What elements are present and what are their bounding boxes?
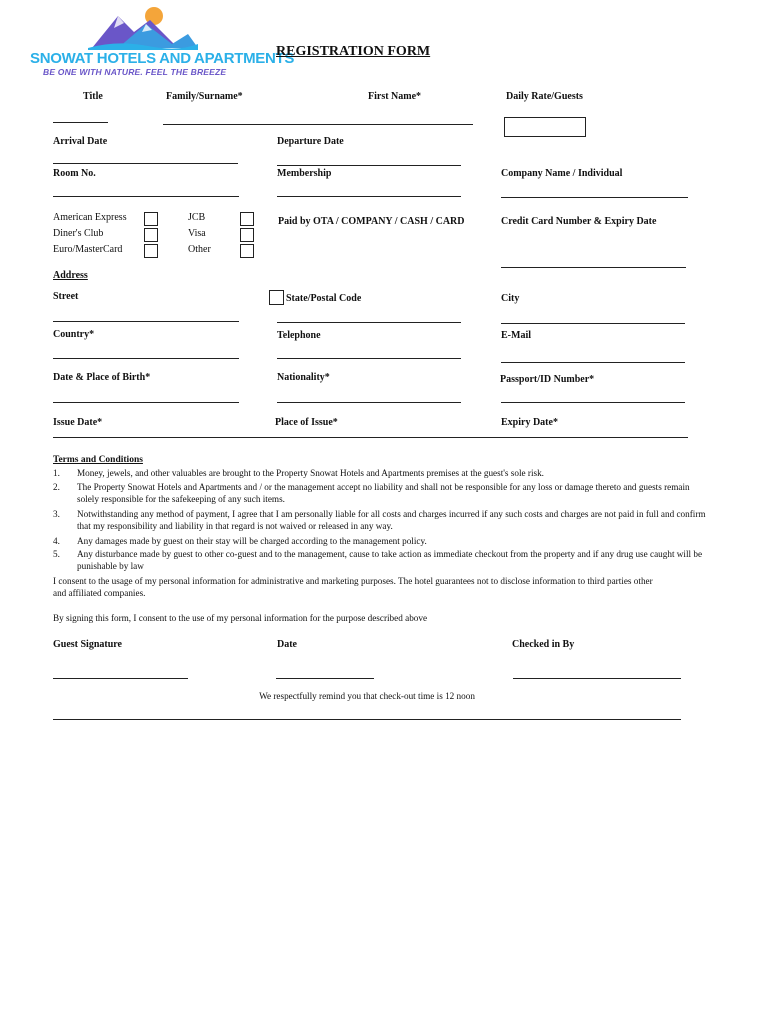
- daily-rate-box[interactable]: [504, 117, 586, 137]
- card-diners-label: Diner's Club: [53, 228, 104, 239]
- passport-label: Passport/ID Number*: [500, 374, 595, 385]
- telephone-field[interactable]: [277, 358, 461, 359]
- nationality-label: Nationality*: [277, 372, 330, 383]
- footer-rule: [53, 719, 681, 720]
- city-label: City: [501, 293, 520, 304]
- country-field[interactable]: [53, 358, 239, 359]
- daily-rate-label: Daily Rate/Guests: [506, 91, 583, 102]
- state-postal-checkbox[interactable]: [269, 290, 284, 305]
- expiry-date-label: Expiry Date*: [501, 417, 558, 428]
- card-diners-checkbox[interactable]: [144, 228, 158, 242]
- terms-item-text: Any damages made by guest on their stay will be charged according to the management policy.: [77, 536, 427, 546]
- name-field[interactable]: [163, 124, 473, 125]
- nationality-field[interactable]: [277, 402, 461, 403]
- room-no-field[interactable]: [53, 196, 239, 197]
- card-other-checkbox[interactable]: [240, 244, 254, 258]
- mountain-logo-icon: [88, 4, 198, 50]
- card-mastercard-checkbox[interactable]: [144, 244, 158, 258]
- card-jcb-checkbox[interactable]: [240, 212, 254, 226]
- terms-item-number: 3.: [53, 509, 60, 519]
- departure-date-field[interactable]: [277, 165, 461, 166]
- address-heading: Address: [53, 270, 88, 281]
- terms-item-text: Money, jewels, and other valuables are brought to the Property Snowat Hotels and Apartments premises at the guest's sole risk.: [77, 468, 544, 478]
- terms-item-number: 4.: [53, 536, 60, 546]
- membership-field[interactable]: [277, 196, 461, 197]
- arrival-date-label: Arrival Date: [53, 136, 108, 147]
- country-label: Country*: [53, 329, 95, 340]
- card-amex-label: American Express: [53, 212, 127, 223]
- email-field[interactable]: [501, 362, 685, 363]
- checkout-note: We respectfully remind you that check-out time is 12 noon: [259, 691, 475, 701]
- card-other-label: Other: [188, 244, 211, 255]
- checked-in-by-field[interactable]: [513, 678, 681, 679]
- state-postal-field[interactable]: [277, 322, 461, 323]
- card-jcb-label: JCB: [188, 212, 206, 223]
- terms-item-text: Any disturbance made by guest to other co-guest and to the management, cause to take action as immediate checkout from the property and if any drug use caught will be punishable by law: [77, 549, 703, 571]
- paid-by-label: Paid by OTA / COMPANY / CASH / CARD: [278, 216, 465, 227]
- card-visa-label: Visa: [188, 228, 206, 239]
- issue-date-label: Issue Date*: [53, 417, 103, 428]
- company-name-field[interactable]: [501, 197, 688, 198]
- family-surname-label: Family/Surname*: [166, 91, 243, 102]
- terms-item-number: 5.: [53, 549, 60, 559]
- signature-date-field[interactable]: [276, 678, 374, 679]
- issue-expiry-field[interactable]: [53, 437, 688, 438]
- first-name-label: First Name*: [368, 91, 422, 102]
- terms-heading: Terms and Conditions: [53, 455, 143, 465]
- street-label: Street: [53, 291, 79, 302]
- terms-item-text: Notwithstanding any method of payment, I agree that I am personally liable for all costs and charges incurred if any such costs and charges are not paid in full and confirm that my responsibility and liability in that regard is not waived or released in any way.: [77, 509, 706, 531]
- email-label: E-Mail: [501, 330, 531, 341]
- departure-date-label: Departure Date: [277, 136, 344, 147]
- form-title: REGISTRATION FORM: [276, 44, 431, 59]
- place-of-issue-label: Place of Issue*: [275, 417, 338, 428]
- credit-card-label: Credit Card Number & Expiry Date: [501, 216, 657, 227]
- date-place-birth-label: Date & Place of Birth*: [53, 372, 151, 383]
- consent-text-1: I consent to the usage of my personal information for administrative and marketing purposes. The hotel guarantees not to disclose information to third parties other and affiliated companies.: [53, 576, 653, 598]
- title-field[interactable]: [53, 122, 108, 123]
- hotel-name: SNOWAT HOTELS AND APARTMENTS: [30, 50, 295, 67]
- card-amex-checkbox[interactable]: [144, 212, 158, 226]
- terms-item-number: 2.: [53, 482, 60, 492]
- city-field[interactable]: [501, 323, 685, 324]
- terms-item-text: The Property Snowat Hotels and Apartments and / or the management accept no liability and shall not be responsible for any loss or damage thereto and guests remain solely responsible for the safekeeping of any such items.: [77, 482, 690, 504]
- card-mastercard-label: Euro/MasterCard: [53, 244, 123, 255]
- room-no-label: Room No.: [53, 168, 96, 179]
- signature-date-label: Date: [277, 639, 297, 650]
- telephone-label: Telephone: [277, 330, 321, 341]
- passport-field[interactable]: [501, 402, 685, 403]
- checked-in-by-label: Checked in By: [512, 639, 575, 650]
- company-name-label: Company Name / Individual: [501, 168, 623, 179]
- guest-signature-label: Guest Signature: [53, 639, 122, 650]
- consent-text-2: By signing this form, I consent to the use of my personal information for the purpose described above: [53, 613, 428, 623]
- arrival-date-field[interactable]: [53, 163, 238, 164]
- state-postal-label: State/Postal Code: [286, 293, 362, 304]
- card-visa-checkbox[interactable]: [240, 228, 254, 242]
- hotel-tagline: BE ONE WITH NATURE. FEEL THE BREEZE: [43, 67, 227, 77]
- credit-card-field[interactable]: [501, 267, 686, 268]
- guest-signature-field[interactable]: [53, 678, 188, 679]
- title-label: Title: [83, 91, 103, 102]
- membership-label: Membership: [277, 168, 332, 179]
- street-field[interactable]: [53, 321, 239, 322]
- terms-item-number: 1.: [53, 468, 60, 478]
- date-place-birth-field[interactable]: [53, 402, 239, 403]
